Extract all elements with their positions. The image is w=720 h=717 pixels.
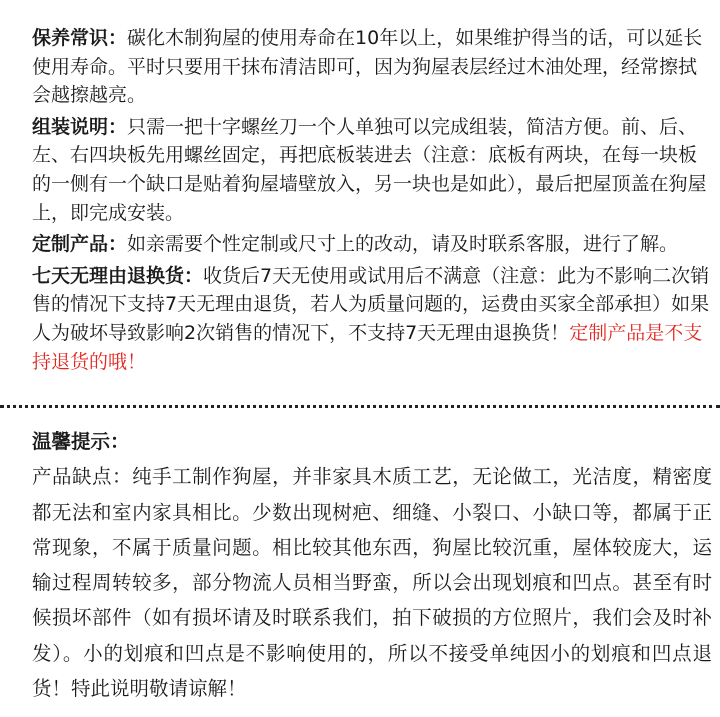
tips-title: 温馨提示：	[32, 430, 130, 453]
tips-section	[32, 424, 712, 706]
policy-section	[32, 24, 712, 379]
custom-paragraph	[32, 230, 712, 259]
tips-body: 产品缺点：纯手工制作狗屋，并非家具木质工艺，无论做工，光洁度，精密度都无法和室内家具相比。少数出现树疤、细缝、小裂口、小缺口等，都属于正常现象，不属于质量问题。相比较其他东西，狗屋比较沉重，屋体较庞大，运输过程周转较多，部分物流人员相当野蛮，所以会出现划痕和凹点。甚至有时候损坏部件（如有损坏请及时联系我们，拍下破损的方位照片，我们会及时补发）。小的划痕和凹点是不影响使用的，所以不接受单纯因小的划痕和凹点退货！特此说明敬请谅解！	[32, 465, 712, 701]
assembly-paragraph	[32, 113, 712, 227]
assembly-label: 组装说明：	[32, 115, 128, 138]
returns-paragraph	[32, 262, 712, 376]
custom-text: 如亲需要个性定制或尺寸上的改动，请及时联系客服，进行了解。	[127, 233, 679, 256]
maintenance-paragraph	[32, 24, 712, 110]
assembly-text: 只需一把十字螺丝刀一个人单独可以完成组装，简洁方便。前、后、左、右四块板先用螺丝固定，再把底板装进去（注意：底板有两块，在每一块板的一侧有一个缺口是贴着狗屋墙壁放入，另一块也是如此），最后把屋顶盖在狗屋上，即完成安装。	[32, 115, 707, 224]
returns-text: 收货后7天无使用或试用后不满意（注意：此为不影响二次销售的情况下支持7天无理由退货，若人为质量问题的，运费由买家全部承担）如果人为破坏导致影响2次销售的情况下，不支持7天无理由退换货！	[32, 264, 710, 344]
returns-warning: 定制产品是不支持退货的哦！	[32, 321, 703, 373]
maintenance-text: 碳化木制狗屋的使用寿命在10年以上，如果维护得当的话，可以延长使用寿命。平时只要用干抹布清洁即可，因为狗屋表层经过木油处理，经常擦拭会越擦越亮。	[32, 27, 703, 107]
maintenance-label: 保养常识：	[32, 27, 128, 49]
dotted-divider	[0, 405, 720, 408]
returns-label: 七天无理由退换货：	[32, 264, 204, 287]
custom-label: 定制产品：	[32, 233, 128, 256]
